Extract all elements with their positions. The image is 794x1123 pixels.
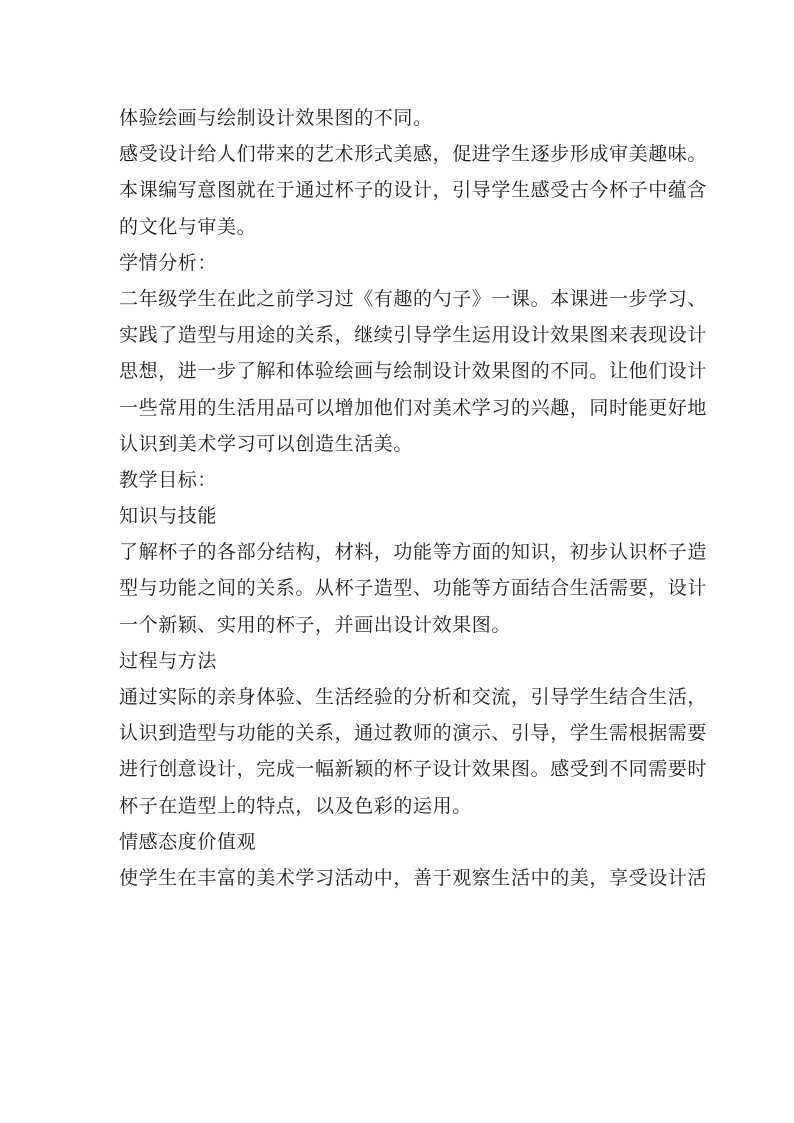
text-line: 一些常用的生活用品可以增加他们对美术学习的兴趣，同时能更好地 <box>119 396 708 419</box>
text-line: 认识到美术学习可以创造生活美。 <box>119 432 414 455</box>
text-line: 的文化与审美。 <box>119 215 257 238</box>
subheading-knowledge-skills: 知识与技能 <box>119 505 218 528</box>
text-line: 感受设计给人们带来的艺术形式美感，促进学生逐步形成审美趣味。 <box>119 143 708 166</box>
text-line: 思想，进一步了解和体验绘画与绘制设计效果图的不同。让他们设计 <box>119 360 708 383</box>
text-line: 认识到造型与功能的关系，通过教师的演示、引导，学生需根据需要 <box>119 722 708 745</box>
text-line: 实践了造型与用途的关系，继续引导学生运用设计效果图来表现设计 <box>119 324 708 347</box>
text-line: 了解杯子的各部分结构，材料，功能等方面的知识，初步认识杯子造 <box>119 541 708 564</box>
text-line: 本课编写意图就在于通过杯子的设计，引导学生感受古今杯子中蕴含 <box>119 179 708 202</box>
text-line: 型与功能之间的关系。从杯子造型、功能等方面结合生活需要，设计 <box>119 577 708 600</box>
document-body <box>119 100 708 896</box>
text-line: 二年级学生在此之前学习过《有趣的勺子》一课。本课进一步学习、 <box>119 287 708 310</box>
text-line: 通过实际的亲身体验、生活经验的分析和交流，引导学生结合生活， <box>119 686 708 708</box>
section-heading-learning-analysis: 学情分析： <box>119 251 218 274</box>
section-heading-teaching-goals: 教学目标： <box>119 468 218 491</box>
text-line: 杯子在造型上的特点，以及色彩的运用。 <box>119 794 472 817</box>
subheading-attitude-values: 情感态度价值观 <box>119 830 257 853</box>
text-line: 体验绘画与绘制设计效果图的不同。 <box>119 107 433 129</box>
subheading-process-methods: 过程与方法 <box>119 649 218 672</box>
text-line: 使学生在丰富的美术学习活动中，善于观察生活中的美，享受设计活 <box>119 866 708 889</box>
text-line: 进行创意设计，完成一幅新颖的杯子设计效果图。感受到不同需要时 <box>119 758 708 781</box>
text-line: 一个新颖、实用的杯子，并画出设计效果图。 <box>119 613 512 636</box>
